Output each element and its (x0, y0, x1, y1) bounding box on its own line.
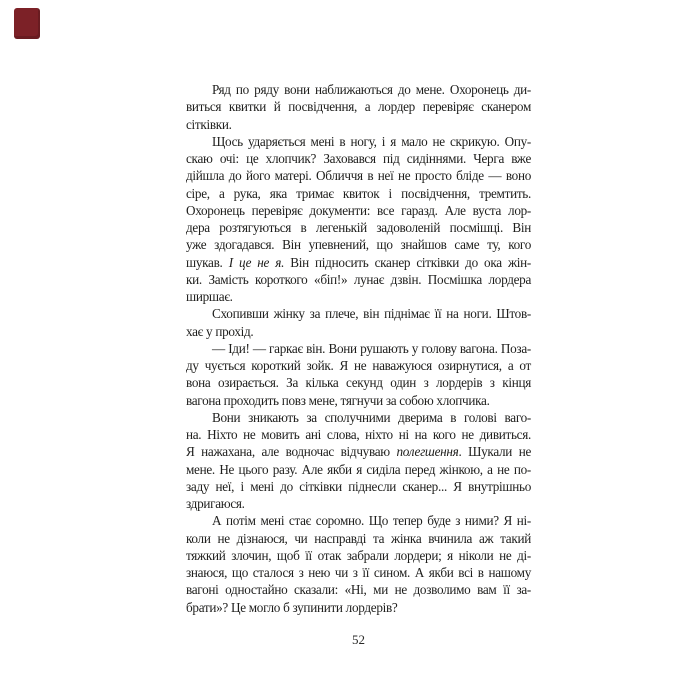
text-line: вагона проходить повз мене, тягнучи за собою хлопчика. (186, 392, 490, 408)
text-line: тяжкий злочин, щоб її отак забрали лордери; я ніколи не ді- (186, 547, 531, 563)
paragraph (186, 81, 531, 133)
text-line: дійшла до його матері. Обличчя в неї не просто бліде — воно (186, 168, 531, 184)
bookmark-icon[interactable] (14, 8, 40, 39)
paragraph (186, 512, 531, 616)
text-line: Ряд по ряду вони наближаються до мене. Охоронець ди- (212, 82, 531, 97)
text-line: сіре, а рука, яка тримає квиток і посвідчення, тремтить. (186, 185, 531, 201)
text-line: ду чується короткий зойк. Я не наважуюся озирнутися, а от (186, 358, 531, 373)
paragraph (186, 409, 531, 513)
text-line: Вони зникають за сполучними дверима в голові ваго- (212, 409, 531, 425)
text-line: здригаюся. (186, 496, 245, 511)
text-line: скаю очі: це хлопчик? Заховався під сидіннями. Черга вже (186, 151, 531, 166)
text-line: Я нажахана, але водночас відчуваю полегшення. Шукали не (186, 444, 532, 460)
paragraph (186, 340, 531, 409)
text-line: ширшає. (186, 289, 233, 304)
text-line: заду неї, і мені до сітківки піднесли сканер... Я внутрішньо (186, 478, 531, 494)
text-line: ки. Замість короткого «біп!» лунає дзвін. Посмішка лордера (186, 271, 531, 287)
paragraph (186, 133, 531, 306)
text-line: коли не дізнаюся, чи насправді та жінка вчинила аж такий (186, 530, 531, 546)
text-line: — Іди! — гаркає він. Вони рушають у голову вагона. Поза- (212, 340, 531, 356)
page-number: 52 (352, 632, 365, 647)
paragraph (186, 305, 531, 340)
page-text (186, 81, 531, 616)
text-line: брати»? Це могло б зупинити лордерів? (186, 599, 398, 615)
text-line: вона озирається. За кілька секунд один з лордерів з кінця (186, 375, 531, 391)
text-line: Охоронець перевіряє документи: все гаразд. Але вуста лор- (186, 202, 531, 218)
text-line: вагоні одностайно сказали: «Ні, ми не дозволимо вам її за- (186, 582, 531, 598)
text-line: мене. Не цього разу. Але якби я сиділа перед жінкою, а не по- (186, 461, 531, 477)
text-line: шукав. І це не я. Він підносить сканер сітківки до ока жін- (186, 254, 531, 270)
text-line: знаюся, що сталося з нею чи з її сином. А якби всі в нашому (186, 565, 531, 580)
text-line: уже здогадався. Він упевнений, що знайшов саме ту, кого (186, 237, 531, 253)
text-line: Схопивши жінку за плече, він піднімає її на ноги. Штов- (212, 306, 531, 322)
text-line: Щось ударяється мені в ногу, і я мало не скрикую. Опу- (212, 133, 531, 149)
text-line: дера розтягуються в легенькій задоволеній посмішці. Він (186, 220, 531, 235)
text-line: виться квитки й посвідчення, а лордер перевіряє сканером (186, 99, 531, 115)
text-line: хає у прохід. (186, 323, 254, 339)
text-line: на. Ніхто не мовить ані слова, ніхто ні на кого не дивиться. (186, 427, 531, 442)
text-line: сітківки. (186, 116, 232, 132)
text-line: А потім мені стає соромно. Що тепер буде з ними? Я ні- (212, 513, 531, 529)
